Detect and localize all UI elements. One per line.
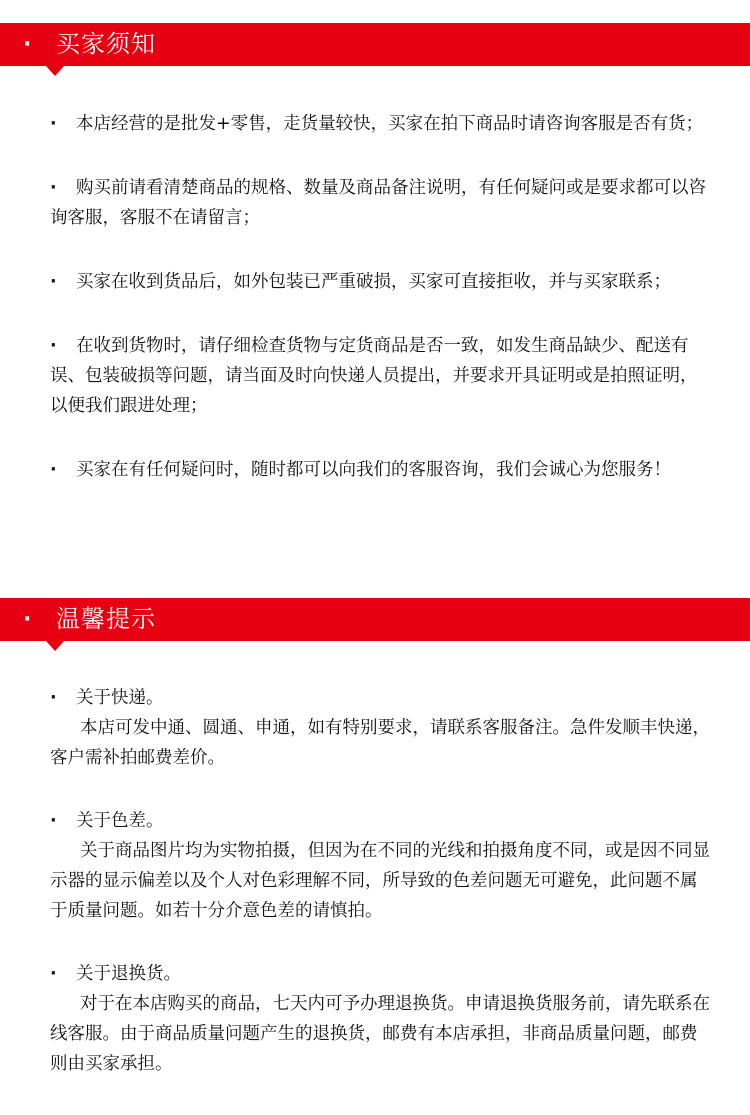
notice-item-text: 本店经营的是批发+零售，走货量较快，买家在拍下商品时请咨询客服是否有货；: [76, 114, 704, 134]
bullet-dot-icon: ·: [50, 178, 57, 198]
bullet-dot-icon: ·: [50, 964, 57, 984]
bullet-dot-icon: ·: [50, 114, 57, 134]
notice-banner-notch: [46, 66, 64, 76]
tips-banner: [0, 598, 750, 641]
notice-item-text: 在收到货物时，请仔细检查货物与定货商品是否一致，如发生商品缺少、配送有误、包装破损等问题，请当面及时向快递人员提出，并要求开具证明或是拍照证明，以便我们跟进处理；: [50, 336, 698, 416]
tip-block-express: [50, 683, 710, 773]
tip-heading-text: 关于色差。: [76, 811, 164, 831]
notice-banner: [0, 23, 750, 66]
tip-body: 对于在本店购买的商品，七天内可予办理退换货。申请退换货服务前，请先联系在线客服。由于商品质量问题产生的退换货，邮费有本店承担，非商品质量问题，邮费则由买家承担。: [50, 994, 710, 1074]
tip-block-returns: [50, 959, 710, 1079]
tips-list: [50, 683, 710, 1079]
tip-heading: [50, 683, 710, 713]
tips-banner-title: 温馨提示: [56, 605, 156, 633]
tip-block-color: [50, 806, 710, 926]
tips-banner-notch: [46, 641, 64, 651]
tips-banner-bullet: ·: [23, 607, 32, 632]
notice-item: [50, 109, 710, 139]
notice-item-text: 买家在有任何疑问时，随时都可以向我们的客服咨询，我们会诚心为您服务！: [76, 460, 671, 480]
notice-item-text: 买家在收到货品后，如外包装已严重破损，买家可直接拒收，并与买家联系；: [76, 272, 671, 292]
notice-item: [50, 267, 710, 297]
bullet-dot-icon: ·: [50, 336, 57, 356]
tip-heading-text: 关于快递。: [76, 688, 164, 708]
notice-item-text: 购买前请看清楚商品的规格、数量及商品备注说明，有任何疑问或是要求都可以咨询客服，客服不在请留言；: [50, 178, 706, 228]
notice-item: [50, 455, 710, 485]
bullet-dot-icon: ·: [50, 460, 57, 480]
notice-item: [50, 173, 710, 233]
notice-banner-bullet: ·: [23, 32, 32, 57]
notice-banner-title: 买家须知: [56, 30, 156, 58]
notice-item: [50, 331, 710, 421]
tip-heading-text: 关于退换货。: [76, 964, 181, 984]
tip-body: 本店可发中通、圆通、申通，如有特别要求，请联系客服备注。急件发顺丰快递，客户需补拍邮费差价。: [50, 718, 710, 768]
tip-heading: [50, 959, 710, 989]
bullet-dot-icon: ·: [50, 811, 57, 831]
tip-body: 关于商品图片均为实物拍摄，但因为在不同的光线和拍摄角度不同，或是因不同显示器的显示偏差以及个人对色彩理解不同，所导致的色差问题无可避免，此问题不属于质量问题。如若十分介意色差的请慎拍。: [50, 841, 710, 921]
bullet-dot-icon: ·: [50, 272, 57, 292]
notice-list: [50, 109, 710, 485]
bullet-dot-icon: ·: [50, 688, 57, 708]
tip-heading: [50, 806, 710, 836]
